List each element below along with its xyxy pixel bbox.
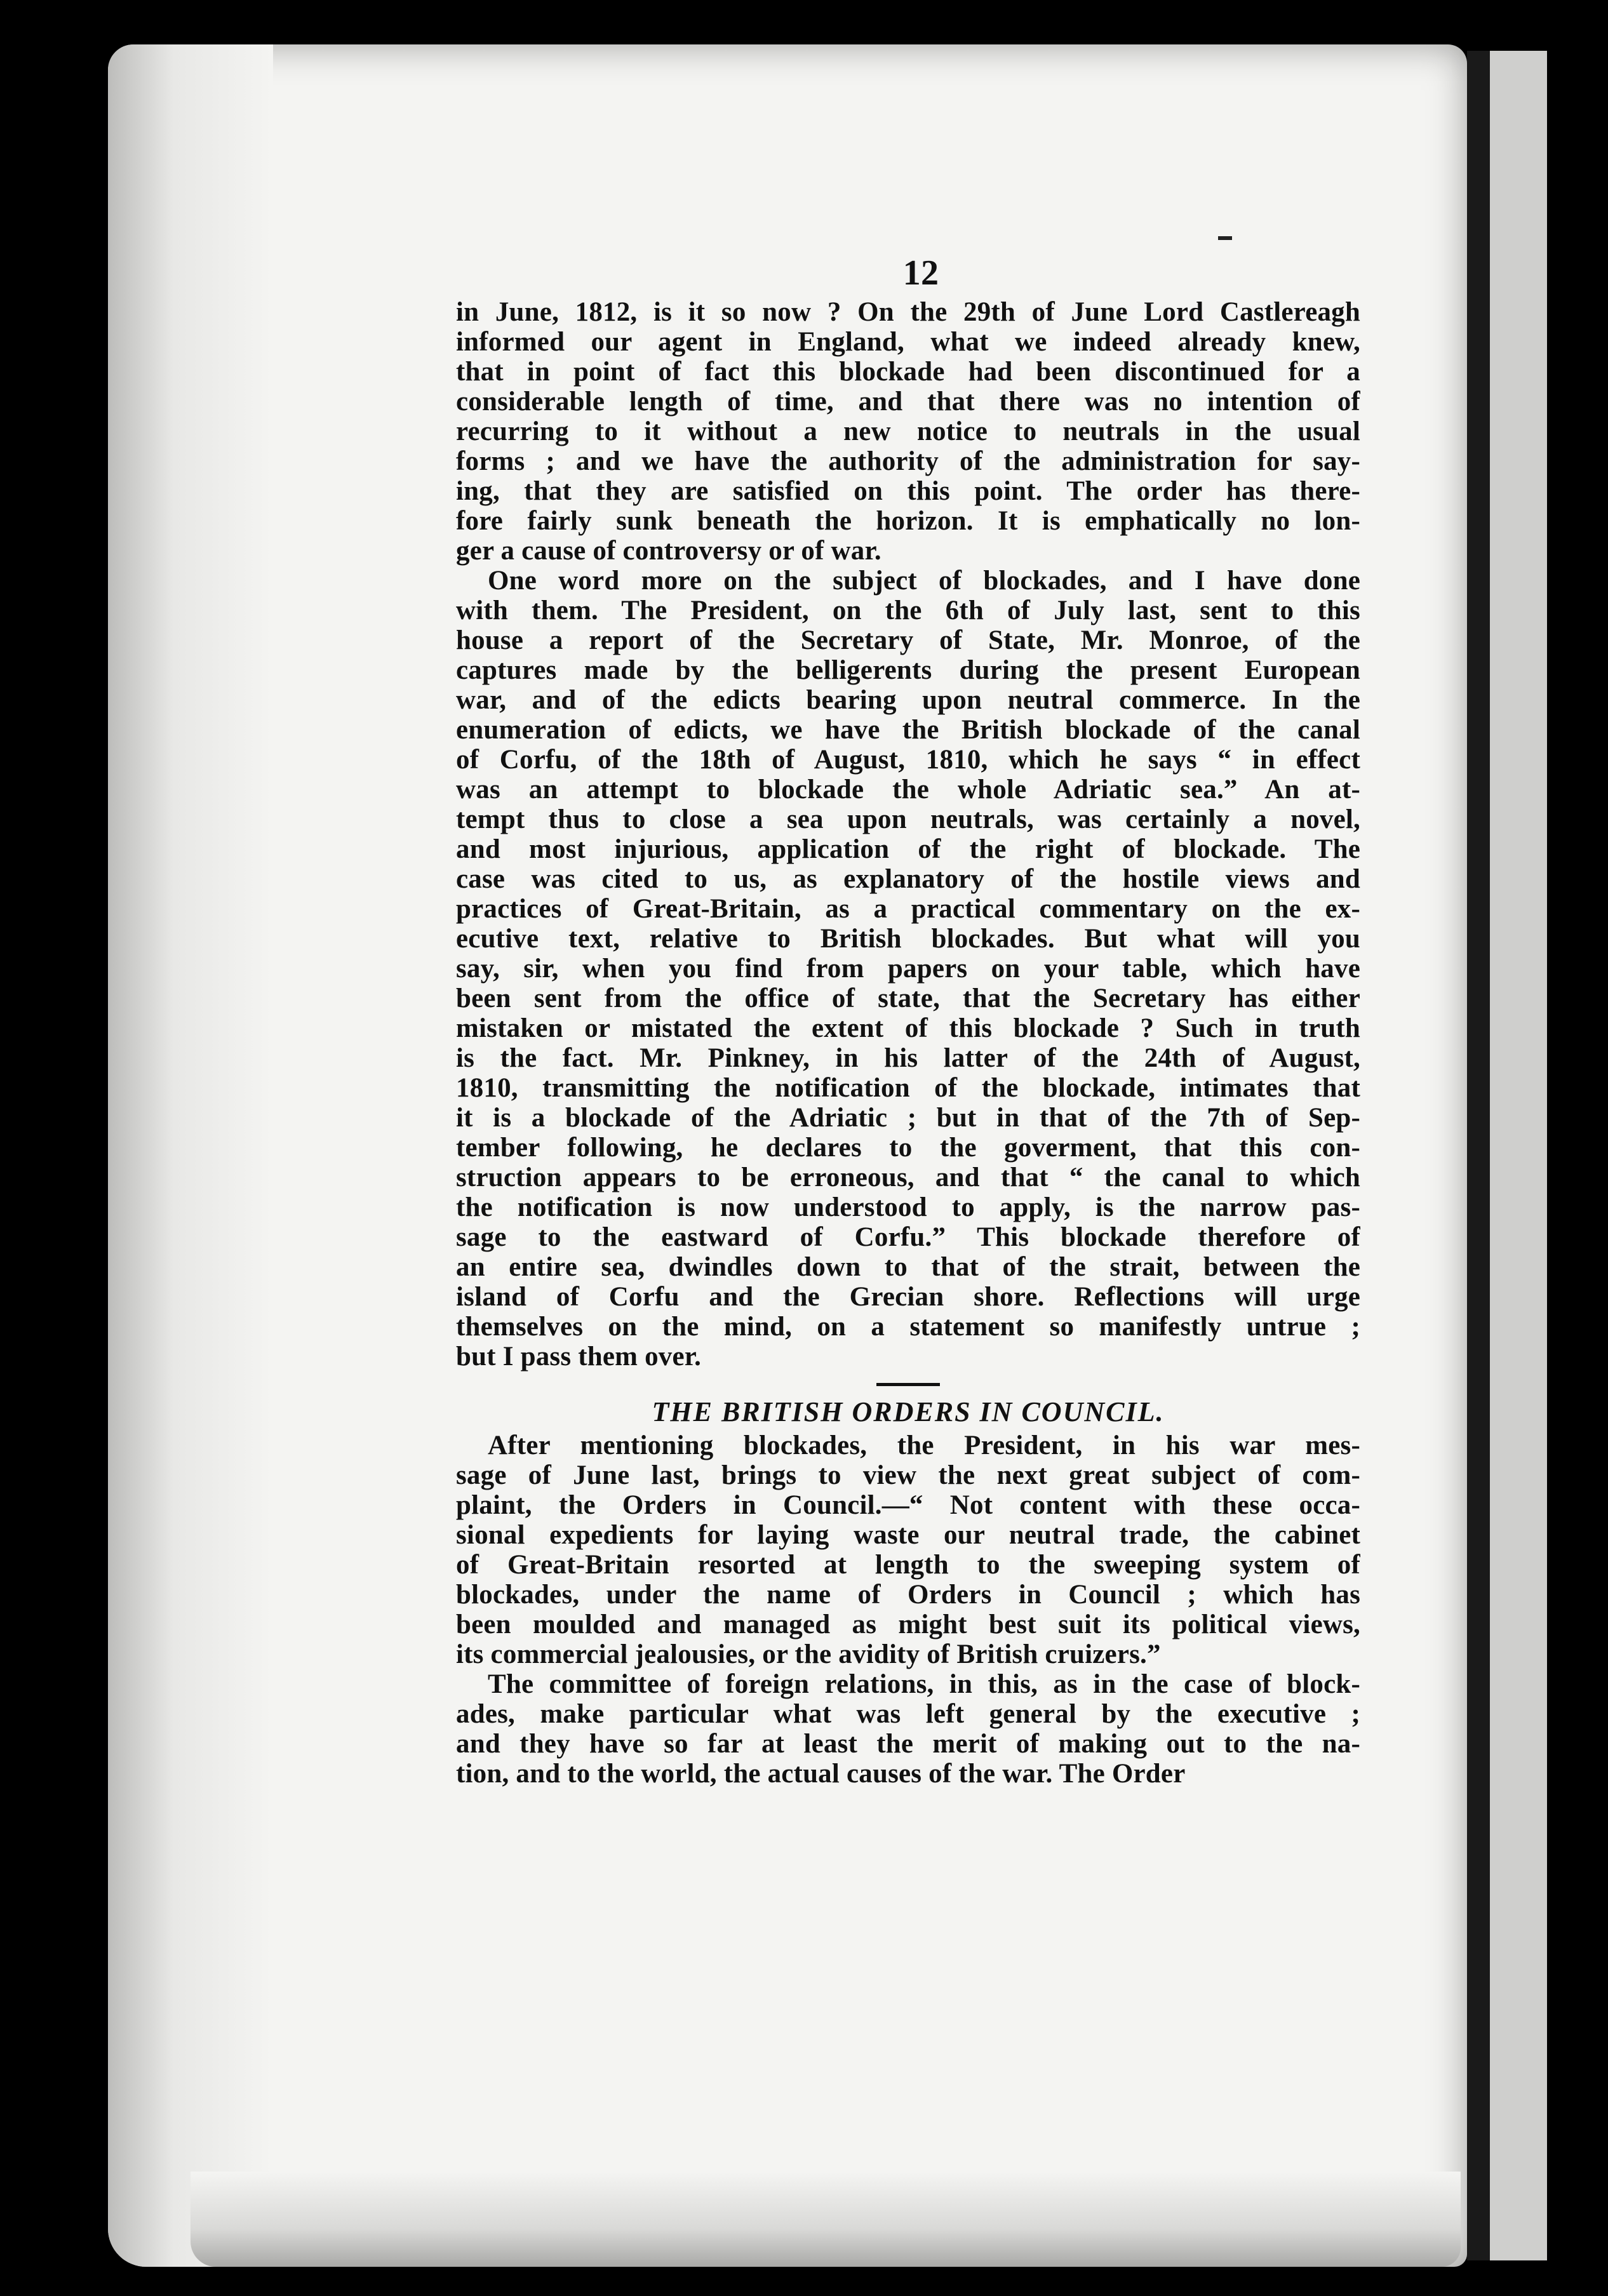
page-number: 12 <box>902 253 939 293</box>
section-divider <box>876 1383 940 1386</box>
book-binding-edge <box>1490 51 1547 2260</box>
page-text <box>456 254 1360 1789</box>
text-line: been sent from the office of state, that the Secretary has either <box>456 984 1360 1013</box>
text-line: an entire sea, dwindles down to that of the strait, between the <box>456 1252 1360 1282</box>
text-line: sage to the eastward of Corfu.” This blockade therefore of <box>456 1222 1360 1252</box>
text-line: struction appears to be erroneous, and that “ the canal to which <box>456 1163 1360 1192</box>
text-line: informed our agent in England, what we indeed already knew, <box>456 327 1360 357</box>
text-line: ing, that they are satisfied on this point. The order has there- <box>456 476 1360 506</box>
text-line: enumeration of edicts, we have the British blockade of the canal <box>456 715 1360 745</box>
text-line: considerable length of time, and that there was no intention of <box>456 387 1360 417</box>
text-line: of Great-Britain resorted at length to the sweeping system of <box>456 1550 1360 1580</box>
paragraph-4 <box>456 1669 1360 1789</box>
paper-worn-edge <box>108 44 273 2267</box>
text-line: case was cited to us, as explanatory of the hostile views and <box>456 864 1360 894</box>
text-line: of Corfu, of the 18th of August, 1810, which he says “ in effect <box>456 745 1360 775</box>
text-line: 1810, transmitting the notification of the blockade, intimates that <box>456 1073 1360 1103</box>
text-line: One word more on the subject of blockades, and I have done <box>488 566 1360 596</box>
text-line: forms ; and we have the authority of the administration for say- <box>456 446 1360 476</box>
text-line: sional expedients for laying waste our neutral trade, the cabinet <box>456 1520 1360 1550</box>
text-line: its commercial jealousies, or the avidity of British cruizers.” <box>456 1639 1161 1669</box>
text-line: in June, 1812, is it so now ? On the 29th of June Lord Castlereagh <box>456 297 1360 327</box>
text-line: After mentioning blockades, the President, in his war mes- <box>488 1431 1360 1460</box>
text-line: practices of Great-Britain, as a practical commentary on the ex- <box>456 894 1360 924</box>
book-binding-shadow <box>1467 51 1490 2260</box>
text-line: the notification is now understood to apply, is the narrow pas- <box>456 1192 1360 1222</box>
text-line: The committee of foreign relations, in this, as in the case of block- <box>488 1669 1360 1699</box>
text-line: was an attempt to blockade the whole Adriatic sea.” An at- <box>456 775 1360 804</box>
text-line: island of Corfu and the Grecian shore. Reflections will urge <box>456 1282 1360 1312</box>
text-line: tion, and to the world, the actual causes of the war. The Order <box>456 1759 1186 1789</box>
text-line: sage of June last, brings to view the next great subject of com- <box>456 1460 1360 1490</box>
paragraph-2 <box>456 566 1360 1372</box>
section-heading: THE BRITISH ORDERS IN COUNCIL. <box>652 1396 1165 1427</box>
text-line: plaint, the Orders in Council.—“ Not content with these occa- <box>456 1490 1360 1520</box>
text-line: ger a cause of controversy or of war. <box>456 536 881 566</box>
text-line: recurring to it without a new notice to neutrals in the usual <box>456 417 1360 446</box>
text-line: captures made by the belligerents during the present European <box>456 655 1360 685</box>
text-line: tempt thus to close a sea upon neutrals, was certainly a novel, <box>456 804 1360 834</box>
text-line: blockades, under the name of Orders in Council ; which has <box>456 1580 1360 1610</box>
text-line: say, sir, when you find from papers on your table, which have <box>456 954 1360 984</box>
text-line: war, and of the edicts bearing upon neutral commerce. In the <box>456 685 1360 715</box>
text-line: ades, make particular what was left general by the executive ; <box>456 1699 1360 1729</box>
text-line: been moulded and managed as might best suit its political views, <box>456 1610 1360 1639</box>
text-line: mistaken or mistated the extent of this blockade ? Such in truth <box>456 1013 1360 1043</box>
text-line: fore fairly sunk beneath the horizon. It is emphatically no lon- <box>456 506 1360 536</box>
paper-bottom-edge <box>191 2172 1461 2267</box>
text-line: is the fact. Mr. Pinkney, in his latter of the 24th of August, <box>456 1043 1360 1073</box>
text-line: but I pass them over. <box>456 1342 702 1372</box>
text-line: that in point of fact this blockade had been discontinued for a <box>456 357 1360 387</box>
text-line: and most injurious, application of the right of blockade. The <box>456 834 1360 864</box>
text-line: themselves on the mind, on a statement so manifestly untrue ; <box>456 1312 1360 1342</box>
text-line: house a report of the Secretary of State, Mr. Monroe, of the <box>456 625 1360 655</box>
text-line: it is a blockade of the Adriatic ; but in that of the 7th of Sep- <box>456 1103 1360 1133</box>
text-line: and they have so far at least the merit of making out to the na- <box>456 1729 1360 1759</box>
paragraph-3 <box>456 1431 1360 1669</box>
text-line: ecutive text, relative to British blockades. But what will you <box>456 924 1360 954</box>
text-line: with them. The President, on the 6th of July last, sent to this <box>456 596 1360 625</box>
margin-mark <box>1218 236 1232 240</box>
paragraph-1 <box>456 297 1360 566</box>
text-line: tember following, he declares to the goverment, that this con- <box>456 1133 1360 1163</box>
